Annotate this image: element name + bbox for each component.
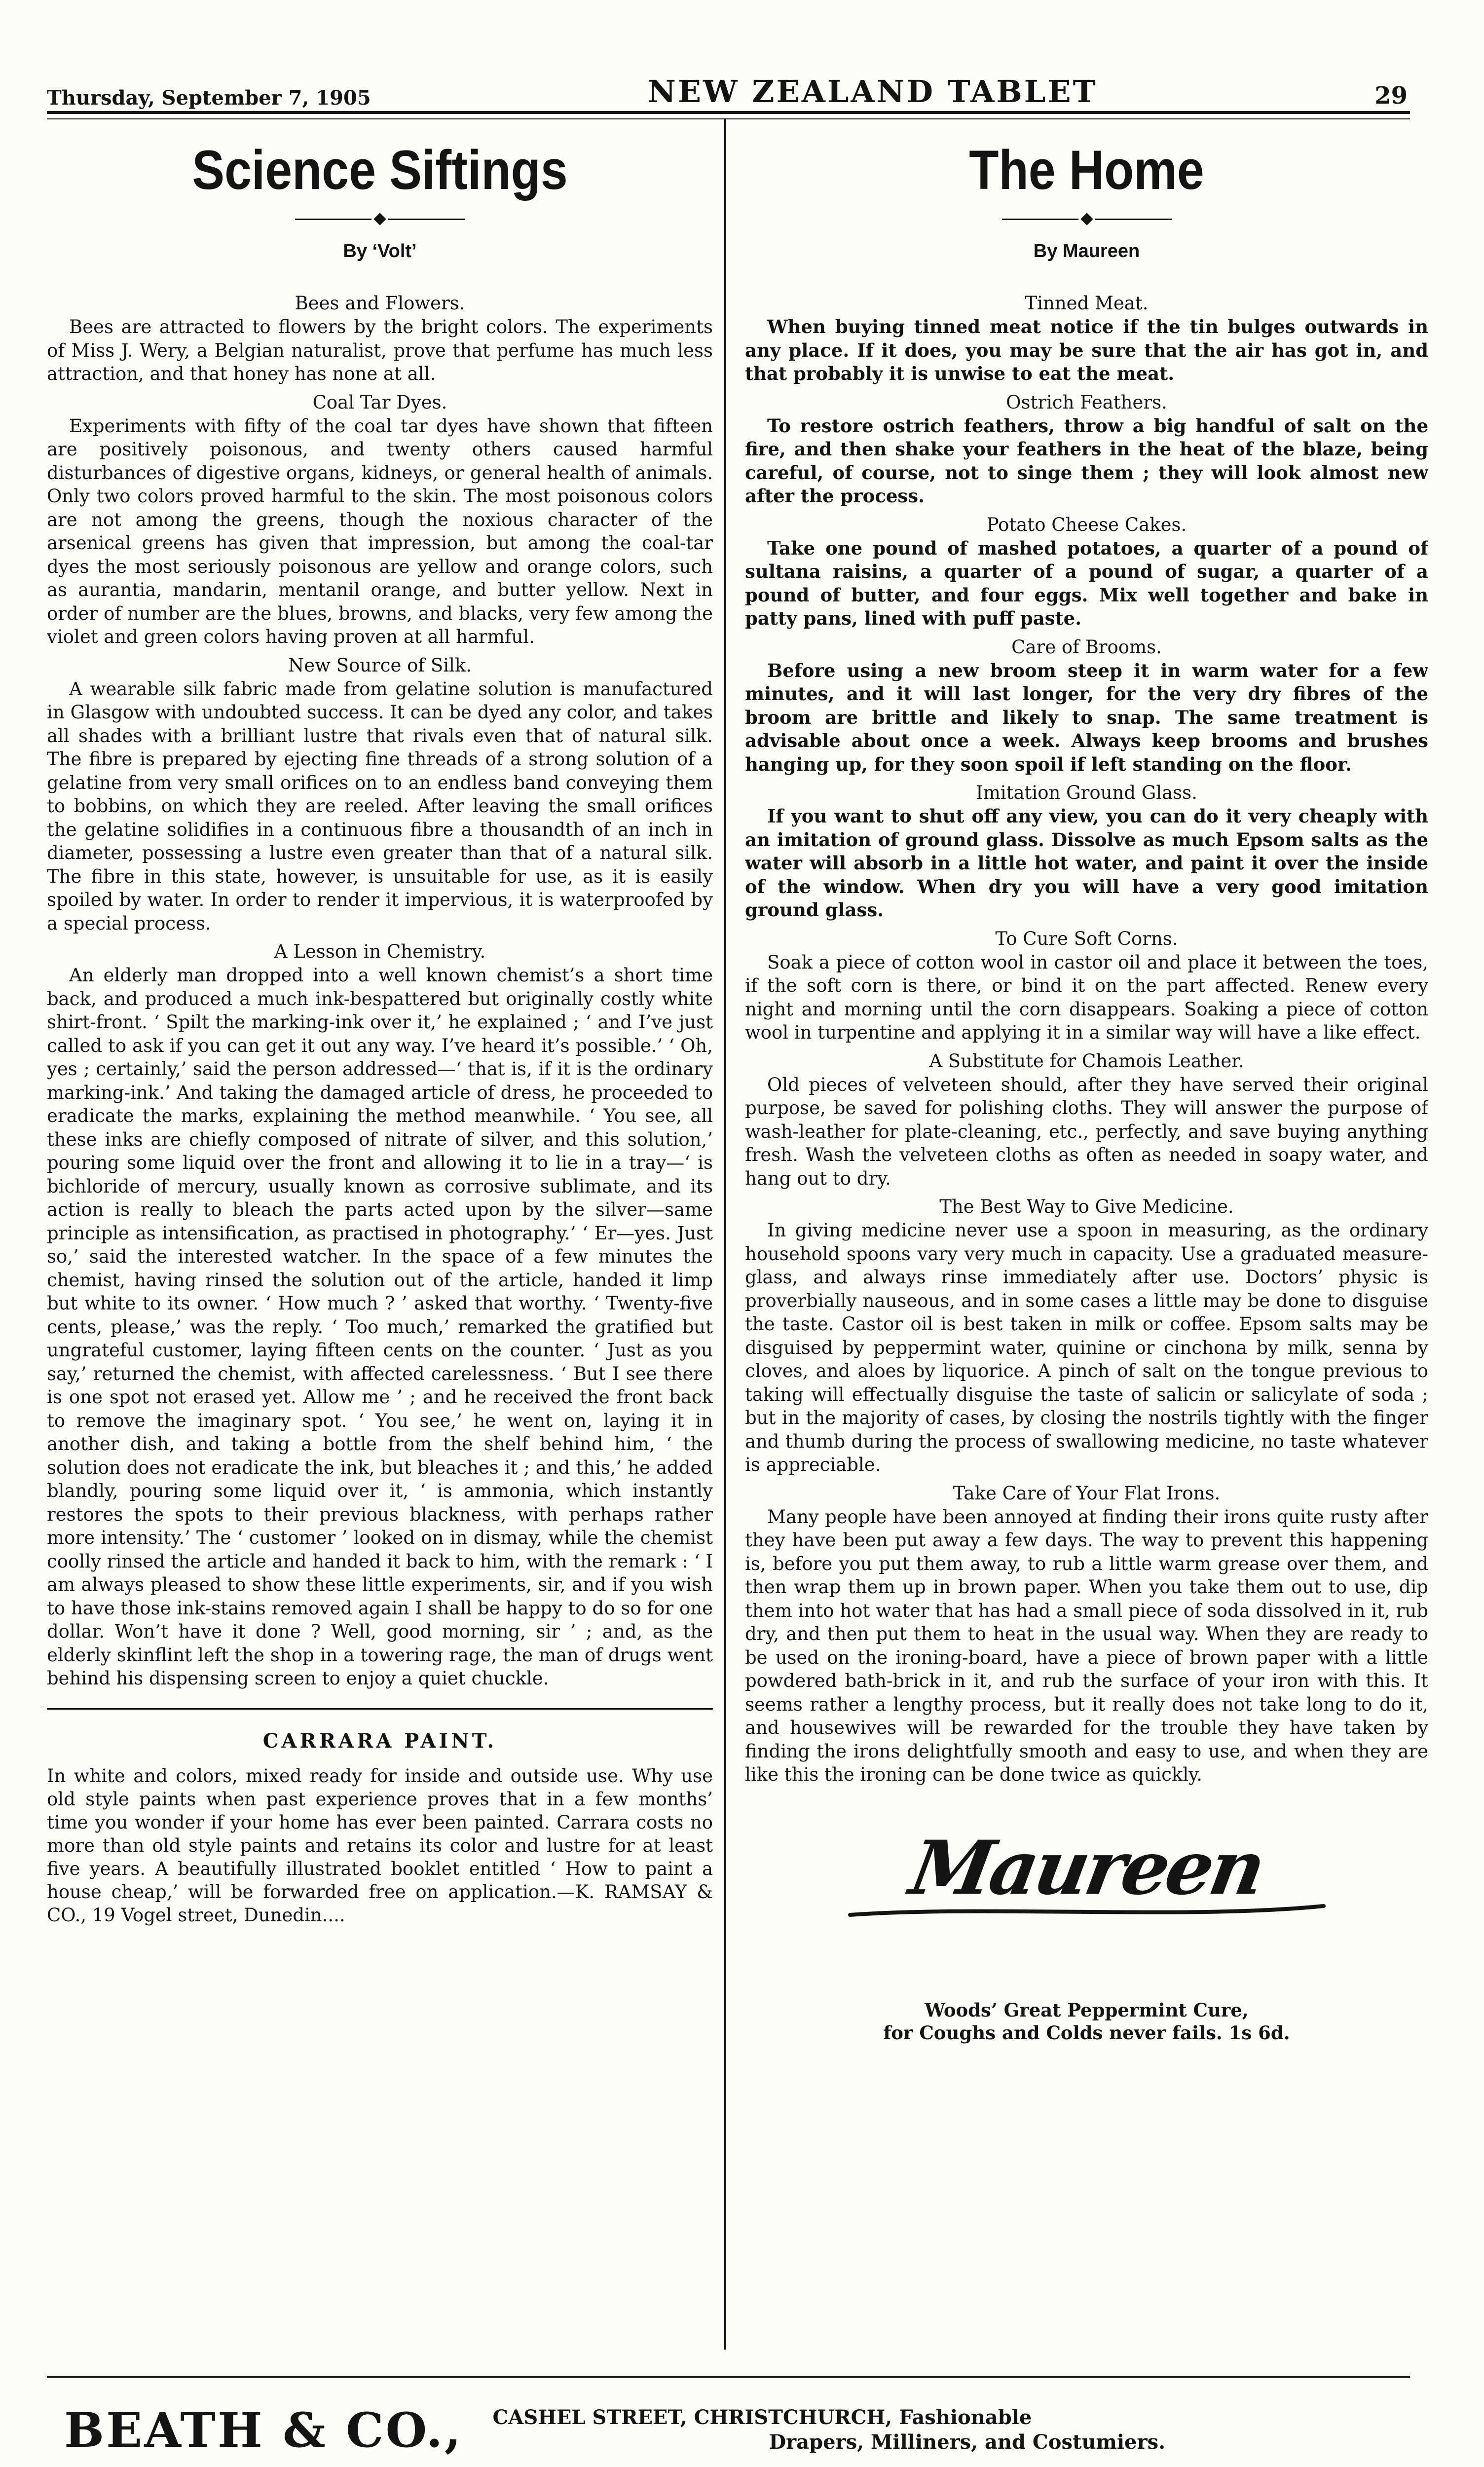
science-siftings-column: [47, 128, 713, 2349]
article-heading: Care of Brooms.: [1011, 636, 1162, 658]
article-paragraph: An elderly man dropped into a well known chemist’s a short time back, and produced a much ink-bespattered but originally costly white shirt-front. ‘ Spilt the marking-ink over it,’ he explained ; ‘ and I’ve just called to ask if you can get it out any way. I’ve heard it’s possible.’ ‘ Oh, yes ; certainly,’ said the person addressed—‘ that is, if it is the ordinary marking-ink.’ And taking the damaged article of dress, he proceeded to eradicate the marks, explaining the method meanwhile. ‘ You see, all these inks are chiefly composed of nitrate of silver, and this solution,’ pouring some liquid over the front and allowing it to lie in a tray—‘ is bichloride of mercury, usually known as corrosive sublimate, and its action is really to bleach the parts acted upon by the silver—same principle as intensification, as practised in photography.’ ‘ Er—yes. Just so,’ said the interested watcher. In the space of a few minutes the chemist, having rinsed the solution out of the article, handed it limp but white to its owner. ‘ How much ? ’ asked that worthy. ‘ Twenty-five cents, please,’ was the reply. ‘ Too much,’ remarked the gratified but ungrateful customer, laying fifteen cents on the counter. ‘ Just as you say,’ returned the chemist, with affected carelessness. ‘ But I see there is one spot not erased yet. Allow me ’ ; and he received the front back to remove the imaginary spot. ‘ You see,’ he went on, laying it in another dish, and taking a bottle from the shelf behind him, ‘ the solution does not eradicate the ink, but bleaches it ; and this,’ he added blandly, pouring some liquid over it, ‘ is ammonia, which instantly restores the spots to their previous blackness, with perhaps rather more intensity.’ The ‘ customer ’ looked on in dismay, while the chemist coolly rinsed the article and handed it back to him, with the remark : ‘ I am always pleased to show these little experiments, sir, and if you wish to have those ink-stains removed again I shall be happy to do so for one dollar. Won’t have it done ? Well, good morning, sir ’ ; and, as the elderly skinflint left the shop in a towering rage, the man of drugs went behind his dispensing screen to enjoy a quiet chuckle.: [47, 965, 713, 1689]
peppermint-line-1: Woods’ Great Peppermint Cure,: [925, 1999, 1249, 2021]
beath-line-2: Drapers, Milliners, and Costumiers.: [769, 2430, 1166, 2454]
article-ostrich-feathers: [745, 391, 1428, 508]
article-paragraph: Old pieces of velveteen should, after they have served their original purpose, be saved for polishing cloths. They will answer the purpose of wash-leather for plate-cleaning, etc., perfectly, and save buying anything fresh. Wash the velveteen cloths as often as needed in soapy water, and hang out to dry.: [745, 1074, 1428, 1189]
beath-line-1: CASHEL STREET, CHRISTCHURCH, Fashionable: [492, 2406, 1032, 2429]
article-chamois-leather: [745, 1049, 1428, 1191]
masthead-rule-thin: [47, 118, 1410, 119]
ornament-divider: [47, 209, 713, 229]
article-soft-corns: [745, 927, 1428, 1045]
article-heading: Potato Cheese Cakes.: [986, 514, 1187, 535]
article-care-of-brooms: [745, 635, 1428, 777]
article-paragraph: If you want to shut off any view, you can do it very cheaply with an imitation of ground glass. Dissolve as much Epsom salts as the water will absorb in a little hot water, and paint it over the inside of the window. When dry you will have a very good imitation ground glass.: [745, 805, 1428, 921]
article-lesson-in-chemistry: [47, 940, 713, 1690]
article-paragraph: Experiments with fifty of the coal tar dyes have shown that fifteen are positively poisonous, and twenty others caused harmful disturbances of digestive organs, kidneys, or general health of animals. Only two colors proved harmful to the skin. The most poisonous colors are not among the greens, though the noxious character of the arsenical greens has given that impression, but among the coal-tar dyes the most seriously poisonous are yellow and orange colors, such as aurantia, mandarin, mentanil orange, and butter yellow. Next in order of number are the blues, browns, and blacks, very few among the violet and green colors having proven at all harmful.: [47, 415, 713, 647]
article-heading: Bees and Flowers.: [295, 293, 465, 314]
article-give-medicine: [745, 1195, 1428, 1477]
article-paragraph: When buying tinned meat notice if the tin bulges outwards in any place. If it does, you may be sure that the air has got in, and that probably it is unwise to eat the meat.: [745, 316, 1428, 384]
column-byline: By ‘Volt’: [343, 241, 417, 262]
column-byline: By Maureen: [1033, 241, 1140, 262]
article-paragraph: Before using a new broom steep it in warm water for a few minutes, and it will last longer, for the very dry fibres of the broom are brittle and likely to snap. The same treatment is advisable about once a week. Always keep brooms and brushes hanging up, for they soon spoil if left standing on the floor.: [745, 659, 1428, 775]
issue-date: Thursday, September 7, 1905: [47, 86, 371, 110]
article-heading: A Lesson in Chemistry.: [274, 941, 486, 962]
article-paragraph: A wearable silk fabric made from gelatine solution is manufactured in Glasgow with undoubted success. It can be dyed any color, and takes all shades with a brilliant lustre that rivals even that of natural silk. The fibre is prepared by ejecting fine threads of a strong solution of a gelatine from very small orifices on to an endless band conveying them to bobbins, on which they are reeled. After leaving the small orifices the gelatine solidifies in a continuous fibre a thousandth of an inch in diameter, possessing a lustre even greater than that of a natural silk. The fibre in this state, however, is unsuitable for use, as it is easily spoiled by water. In order to render it impervious, it is waterproofed by a special process.: [47, 678, 713, 934]
beath-company-name: BEATH & CO.,: [64, 2402, 463, 2458]
article-heading: New Source of Silk.: [288, 654, 472, 676]
peppermint-cure-advertisement: [745, 1999, 1428, 2044]
article-imitation-ground-glass: [745, 781, 1428, 922]
advertisement-rule: [47, 1708, 713, 1710]
article-paragraph: Many people have been annoyed at finding their irons quite rusty after they have been put away a few days. The way to prevent this happening is, before you put them away, to rub a little warm grease over them, and then wrap them up in brown paper. When you take them out to use, dip them into hot water that has had a small piece of soda dissolved in it, rub dry, and then put them to heat in the usual way. When they are ready to be used on the ironing-board, have a piece of brown paper with a little powdered bath-brick in it, and rub the surface of your iron with this. It seems rather a lengthy process, but it really does not take long to do it, and housewives will be rewarded for the trouble they have taken by finding the irons delightfully smooth and easy to use, and when they are like this the ironing can be done twice as quickly.: [745, 1506, 1428, 1785]
article-heading: Imitation Ground Glass.: [976, 782, 1197, 803]
the-home-column: [745, 128, 1428, 2349]
beath-advertisement: [64, 2391, 1426, 2467]
footer-rule: [47, 2376, 1410, 2378]
masthead: [47, 69, 1408, 110]
beath-details: [492, 2405, 1165, 2455]
advertisement-heading: CARRARA PAINT.: [262, 1729, 497, 1753]
article-heading: The Best Way to Give Medicine.: [939, 1196, 1234, 1217]
article-paragraph: To restore ostrich feathers, throw a big handful of salt on the fire, and then shake your feathers in the heat of the blaze, being careful, of course, not to singe them ; they will look almost new after the process.: [745, 414, 1428, 507]
article-paragraph: In giving medicine never use a spoon in measuring, as the ordinary household spoons vary very much in capacity. Use a graduated measure-glass, and always rinse immediately after use. Doctors’ physic is proverbially nauseous, and in some cases a little may be done to disguise the taste. Castor oil is best taken in milk or coffee. Epsom salts may be disguised by peppermint water, quinine or cinchona by milk, senna by cloves, and aloes by liquorice. A pinch of salt on the tongue previous to taking will effectually disguise the taste of salicin or salicylate of soda ; but in the majority of cases, by closing the nostrils tightly with the finger and thumb during the process of swallowing medicine, no taste whatever is appreciable.: [745, 1220, 1428, 1475]
column-title: The Home: [969, 139, 1204, 201]
maureen-signature: Maureen: [904, 1824, 1269, 1911]
article-bees-and-flowers: [47, 292, 713, 386]
article-heading: To Cure Soft Corns.: [995, 928, 1178, 949]
article-paragraph: Take one pound of mashed potatoes, a quarter of a pound of sultana raisins, a quarter of a pound of sugar, a quarter of a pound of butter, and four eggs. Mix well together and bake in patty pans, lined with puff paste.: [745, 537, 1428, 629]
article-heading: Tinned Meat.: [1025, 293, 1149, 314]
newspaper-title: NEW ZEALAND TABLET: [648, 74, 1098, 110]
article-heading: Ostrich Feathers.: [1006, 391, 1167, 413]
article-tinned-meat: [745, 292, 1428, 386]
article-flat-irons: [745, 1482, 1428, 1787]
article-paragraph: Soak a piece of cotton wool in castor oil and place it between the toes, if the soft corn is there, or bind it on the part affected. Renew every night and morning until the corn disappears. Soaking a piece of cotton wool in turpentine and applying it in a similar way will have a like effect.: [745, 951, 1428, 1043]
article-potato-cheese-cakes: [745, 513, 1428, 631]
article-paragraph: Bees are attracted to flowers by the bright colors. The experiments of Miss J. Wery, a Belgian naturalist, prove that perfume has much less attraction, and that honey has none at all.: [47, 316, 713, 384]
column-divider: [724, 119, 726, 2350]
carrara-paint-advertisement: [47, 1729, 713, 1927]
page-number: 29: [1374, 82, 1408, 110]
article-heading: A Substitute for Chamois Leather.: [929, 1050, 1244, 1072]
article-new-source-of-silk: [47, 654, 713, 935]
article-heading: Take Care of Your Flat Irons.: [953, 1482, 1221, 1504]
article-coal-tar-dyes: [47, 391, 713, 649]
advertisement-text: In white and colors, mixed ready for inside and outside use. Why use old style paints when past experience proves that in a few months’ time you wonder if your home has ever been painted. Carrara costs no more than old style paints and retains its color and lustre for at least five years. A beautifully illustrated booklet entitled ‘ How to paint a house cheap,’ will be forwarded free on application.—K. RAMSAY & CO., 19 Vogel street, Dunedin....: [47, 1765, 713, 1926]
ornament-divider: [745, 209, 1428, 229]
article-heading: Coal Tar Dyes.: [312, 391, 447, 413]
masthead-rule: [47, 111, 1410, 114]
peppermint-line-2: for Coughs and Colds never fails. 1s 6d.: [883, 2021, 1290, 2044]
column-title: Science Siftings: [192, 139, 568, 201]
